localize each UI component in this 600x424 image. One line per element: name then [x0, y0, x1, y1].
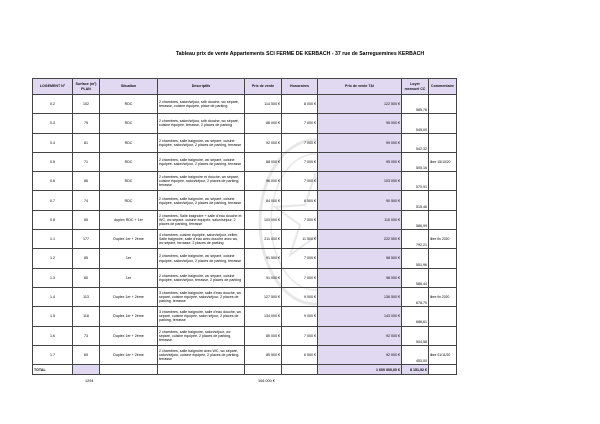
table-row — [33, 345, 457, 364]
total-empty-cell — [429, 365, 457, 375]
cell-lot: 1.2 — [33, 249, 73, 268]
cell-honoraires: 7 000 € — [282, 133, 318, 152]
cell-loyer: 586,44 — [402, 268, 429, 287]
cell-surface: 177 — [73, 230, 100, 249]
cell-commentaire — [429, 133, 457, 152]
cell-prix-ttc: 103 000 € — [318, 172, 402, 191]
cell-prix-vente: 211 000 € — [245, 230, 282, 249]
header-logement: LOGEMENT N° — [33, 79, 73, 95]
cell-lot: 0.3 — [33, 114, 73, 133]
cell-prix-vente: 114 500 € — [245, 95, 282, 114]
cell-situation: Duplex 1er + 2ème — [100, 287, 158, 306]
price-table — [32, 78, 457, 375]
cell-descriptif: 2 chambres, salle baignoire, wc séparé, cuisine équipée, salon/séjour, 2 places de parking, terrasse — [158, 249, 245, 268]
cell-situation: RDC — [100, 152, 158, 171]
cell-honoraires: 11 500 € — [282, 230, 318, 249]
cell-loyer: 515,46 — [402, 191, 429, 210]
cell-honoraires: 7 000 € — [282, 210, 318, 229]
cell-prix-vente: 134 000 € — [245, 307, 282, 326]
cell-commentaire — [429, 114, 457, 133]
cell-surface: 81 — [73, 133, 100, 152]
cell-loyer: 504,58 — [402, 326, 429, 345]
cell-prix-vente: 88 000 € — [245, 152, 282, 171]
cell-descriptif: 2 chambres, salle baignoire, wc séparé, cuisine équipée, salon/séjour, terrasse, 2 places de parking — [158, 268, 245, 287]
cell-descriptif: 2 chambres, salle baignoire avec WC, wc séparé, salon/séjour, cuisine équipée, 2 places de parking, terrasse — [158, 345, 245, 364]
cell-lot: 1.3 — [33, 268, 73, 287]
cell-loyer: 688,61 — [402, 307, 429, 326]
cell-honoraires: 7 000 € — [282, 326, 318, 345]
cell-surface: 80 — [73, 268, 100, 287]
cell-prix-ttc: 92 000 € — [318, 345, 402, 364]
cell-surface: 113 — [73, 287, 100, 306]
cell-situation: RDC — [100, 133, 158, 152]
cell-commentaire: libre fin 2020 — [429, 230, 457, 249]
header-loyer: Loyer mensuel CC — [402, 79, 429, 95]
header-row — [33, 79, 457, 95]
cell-situation: RDC — [100, 114, 158, 133]
cell-lot: 1.5 — [33, 307, 73, 326]
cell-prix-ttc: 110 000 € — [318, 210, 402, 229]
table-row — [33, 268, 457, 287]
cell-honoraires: 7 000 € — [282, 268, 318, 287]
cell-loyer: 792,21 — [402, 230, 429, 249]
cell-commentaire — [429, 268, 457, 287]
cell-prix-ttc: 98 000 € — [318, 268, 402, 287]
cell-prix-ttc: 136 500 € — [318, 287, 402, 306]
cell-prix-ttc: 95 000 € — [318, 114, 402, 133]
header-prix-vente: Prix de vente — [245, 79, 282, 95]
cell-surface: 79 — [73, 114, 100, 133]
cell-prix-vente: 85 500 € — [245, 345, 282, 364]
cell-commentaire: libre 01/11/20 — [429, 345, 457, 364]
cell-situation: duplex RDC + 1er — [100, 210, 158, 229]
cell-situation: Duplex 1er + 2ème — [100, 307, 158, 326]
cell-surface: 85 — [73, 249, 100, 268]
cell-prix-vente: 92 000 € — [245, 133, 282, 152]
cell-honoraires: 9 000 € — [282, 287, 318, 306]
cell-honoraires: 7 000 € — [282, 152, 318, 171]
cell-prix-vente: 91 500 € — [245, 249, 282, 268]
cell-descriptif: 3 chambres, salle baignoire, salle d'eau douche, wc séparé, cuisine équipée, salon séjour, 2 places de parking, terrasse — [158, 307, 245, 326]
cell-surface: 85 — [73, 210, 100, 229]
cell-prix-ttc: 222 500 € — [318, 230, 402, 249]
cell-prix-vente: 84 000 € — [245, 191, 282, 210]
cell-situation: Duplex 1er + 2ème — [100, 345, 158, 364]
total-empty-cell — [282, 365, 318, 375]
table-row — [33, 133, 457, 152]
cell-prix-vente: 85 000 € — [245, 326, 282, 345]
cell-prix-vente: 127 500 € — [245, 287, 282, 306]
cell-commentaire — [429, 326, 457, 345]
cell-loyer: 570,91 — [402, 172, 429, 191]
table-row — [33, 230, 457, 249]
cell-situation: 1er — [100, 268, 158, 287]
total-label: TOTAL — [33, 365, 73, 375]
cell-lot: 0.2 — [33, 95, 73, 114]
table-row — [33, 249, 457, 268]
total-empty-cell — [158, 365, 245, 375]
cell-honoraires: 9 000 € — [282, 307, 318, 326]
cell-surface: 86 — [73, 172, 100, 191]
total-empty-cell — [100, 365, 158, 375]
cell-prix-ttc: 95 000 € — [318, 152, 402, 171]
cell-descriptif: 2 chambres, salle baignoire, wc séparé, cuisine équipée, salon/séjour, 2 places de parking, terrasse — [158, 191, 245, 210]
cell-prix-vente: 103 000 € — [245, 210, 282, 229]
header-descriptif: Descriptifs — [158, 79, 245, 95]
footer-honoraires-total: 106 000 € — [258, 379, 275, 383]
cell-lot: 1.4 — [33, 287, 73, 306]
cell-situation: RDC — [100, 172, 158, 191]
total-prix-ttc: 1 600 000,00 € — [318, 365, 402, 375]
cell-honoraires: 7 000 € — [282, 249, 318, 268]
cell-descriptif: 2 chambres, salon/séjour, sdb douche, wc séparé, cuisine équipée, terrasse, 2 places de parking — [158, 114, 245, 133]
total-loyer: 8 151,92 € — [402, 365, 429, 375]
cell-prix-vente: 96 000 € — [245, 172, 282, 191]
cell-surface: 73 — [73, 326, 100, 345]
cell-loyer: 585,76 — [402, 95, 429, 114]
cell-lot: 0.4 — [33, 133, 73, 152]
cell-situation: RDC — [100, 95, 158, 114]
footer-surface-total: 1294 — [85, 379, 94, 383]
header-prix-ttc: Prix de vente TAI — [318, 79, 402, 95]
table-row — [33, 287, 457, 306]
header-commentaire: Commentaire — [429, 79, 457, 95]
cell-loyer: 551,96 — [402, 249, 429, 268]
cell-situation: Duplex 1er + 2ème — [100, 326, 158, 345]
cell-surface: 118 — [73, 307, 100, 326]
cell-descriptif: 3 chambres, salle baignoire, salle d'eau douche, wc séparé, cuisine équipée, salon/séjour, 2 places de parking, terrasse — [158, 287, 245, 306]
page-title: Tableau prix de vente Appartements SCI FERME DE KERBACH - 37 rue de Sarreguemines KERBACH — [175, 51, 425, 57]
table-row — [33, 326, 457, 345]
cell-commentaire — [429, 307, 457, 326]
table-row — [33, 114, 457, 133]
cell-prix-ttc: 143 000 € — [318, 307, 402, 326]
cell-situation: RDC — [100, 191, 158, 210]
cell-honoraires: 6 500 € — [282, 191, 318, 210]
cell-commentaire: libre fin 2020 — [429, 287, 457, 306]
cell-lot: 0.5 — [33, 152, 73, 171]
header-situation: Situation — [100, 79, 158, 95]
cell-descriptif: 2 chambres, salle baignoire, salon/séjour, wc séparé, cuisine équipée, 2 places de parking, terrasse — [158, 326, 245, 345]
cell-honoraires: 7 000 € — [282, 114, 318, 133]
cell-commentaire — [429, 95, 457, 114]
cell-loyer: 586,99 — [402, 210, 429, 229]
cell-situation: 1er — [100, 249, 158, 268]
header-surface: Surface (m²) PLAN — [73, 79, 100, 95]
cell-descriptif: 2 chambres, salon/séjour, sdb douche, wc séparé, terrasse, cuisine équipée, place de parking — [158, 95, 245, 114]
cell-honoraires: 7 000 € — [282, 172, 318, 191]
cell-prix-ttc: 122 500 € — [318, 95, 402, 114]
total-empty-cell — [245, 365, 282, 375]
cell-surface: 69 — [73, 345, 100, 364]
cell-prix-ttc: 90 500 € — [318, 191, 402, 210]
cell-lot: 1.6 — [33, 326, 73, 345]
cell-commentaire — [429, 172, 457, 191]
cell-loyer: 545,00 — [402, 114, 429, 133]
cell-loyer: 678,70 — [402, 287, 429, 306]
table-row — [33, 307, 457, 326]
table-row — [33, 172, 457, 191]
cell-commentaire: libre 15/10/20 — [429, 152, 457, 171]
cell-loyer: 505,16 — [402, 152, 429, 171]
cell-descriptif: 2 chambres, salle baignoire, wc séparé, cuisine équipée, salon/séjour, 2 places de parking, terrasse — [158, 152, 245, 171]
total-row — [33, 365, 457, 375]
table-row — [33, 191, 457, 210]
cell-lot: 1.1 — [33, 230, 73, 249]
cell-descriptif: 2 chambres, salle baignoire, wc séparé, cuisine équipée, salon/séjour, 2 places de parking, terrasse — [158, 133, 245, 152]
table-row — [33, 152, 457, 171]
cell-descriptif: 2 chambres, Salle baignoire + salle d'eau douche et WC, wc séparé, cuisine équipée, salon/séjour, 2 places de parking, terrasse — [158, 210, 245, 229]
cell-descriptif: 2 chambres, salle baignoire et douche, wc séparé, cuisine équipée, salon/séjour, 2 places de parking, terrasse — [158, 172, 245, 191]
cell-commentaire — [429, 210, 457, 229]
cell-prix-ttc: 98 500 € — [318, 249, 402, 268]
table-row — [33, 95, 457, 114]
cell-prix-vente: 91 000 € — [245, 268, 282, 287]
cell-lot: 0.8 — [33, 210, 73, 229]
cell-commentaire — [429, 249, 457, 268]
cell-honoraires: 6 500 € — [282, 345, 318, 364]
table-row — [33, 210, 457, 229]
cell-lot: 0.7 — [33, 191, 73, 210]
cell-prix-vente: 88 000 € — [245, 114, 282, 133]
cell-lot: 1.7 — [33, 345, 73, 364]
header-honoraires: Honoraires — [282, 79, 318, 95]
cell-loyer: 542,32 — [402, 133, 429, 152]
cell-loyer: 453,00 — [402, 345, 429, 364]
cell-surface: 74 — [73, 191, 100, 210]
cell-surface: 71 — [73, 152, 100, 171]
cell-honoraires: 8 000 € — [282, 95, 318, 114]
cell-situation: Duplex 1er + 2ème — [100, 230, 158, 249]
cell-descriptif: 4 chambres, cuisine équipée, salon/séjour, cellier, Salle baignoire, salle d'eau avec douche avec wc, wc séparé, terrasse, 2 places de parking — [158, 230, 245, 249]
cell-commentaire — [429, 191, 457, 210]
cell-prix-ttc: 92 000 € — [318, 326, 402, 345]
total-surface-cell — [73, 365, 100, 375]
cell-lot: 0.6 — [33, 172, 73, 191]
cell-surface: 102 — [73, 95, 100, 114]
cell-prix-ttc: 99 000 € — [318, 133, 402, 152]
